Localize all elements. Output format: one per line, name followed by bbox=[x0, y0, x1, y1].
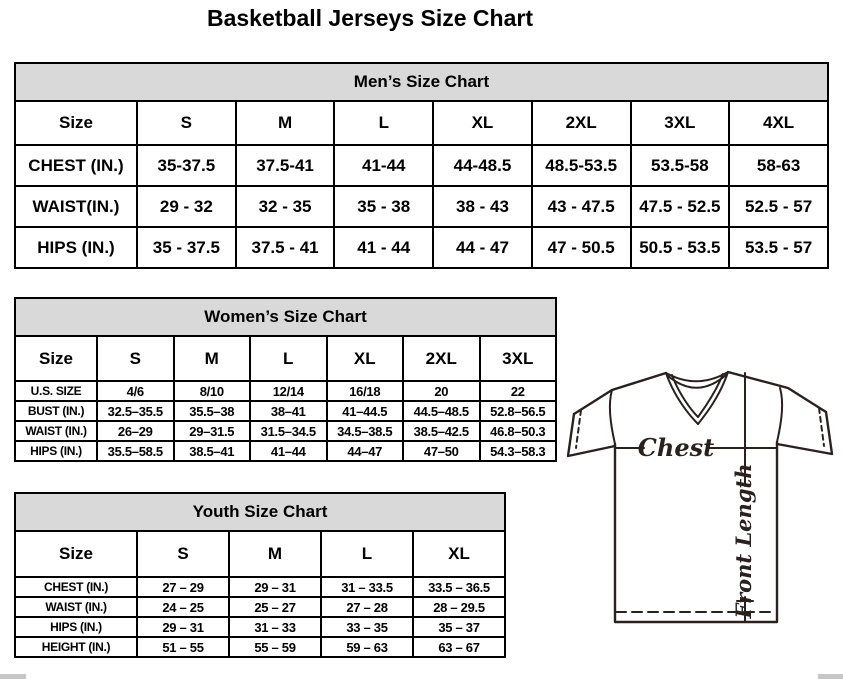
cutoff-fragment-bottom-left bbox=[0, 674, 26, 679]
youth-column-header: S bbox=[137, 531, 229, 577]
youth-value-cell: 27 – 29 bbox=[137, 577, 229, 597]
mens-column-header: S bbox=[137, 101, 236, 145]
youth-row-label: WAIST (IN.) bbox=[15, 597, 137, 617]
womens-row-label: BUST (IN.) bbox=[15, 401, 97, 421]
youth-value-cell: 35 – 37 bbox=[413, 617, 505, 637]
womens-value-cell: 54.3–58.3 bbox=[480, 441, 557, 461]
mens-value-cell: 38 - 43 bbox=[433, 186, 532, 227]
mens-row-label: WAIST(IN.) bbox=[15, 186, 137, 227]
womens-value-cell: 29–31.5 bbox=[174, 421, 251, 441]
mens-row-label: CHEST (IN.) bbox=[15, 145, 137, 186]
mens-value-cell: 52.5 - 57 bbox=[729, 186, 828, 227]
womens-column-header: XL bbox=[327, 336, 404, 381]
cutoff-fragment-bottom-right bbox=[818, 674, 843, 679]
womens-value-cell: 46.8–50.3 bbox=[480, 421, 557, 441]
womens-row-label: WAIST (IN.) bbox=[15, 421, 97, 441]
youth-size-table bbox=[14, 492, 506, 658]
youth-row-label: CHEST (IN.) bbox=[15, 577, 137, 597]
mens-value-cell: 44-48.5 bbox=[433, 145, 532, 186]
mens-value-cell: 43 - 47.5 bbox=[532, 186, 631, 227]
mens-value-cell: 48.5-53.5 bbox=[532, 145, 631, 186]
womens-value-cell: 35.5–38 bbox=[174, 401, 251, 421]
womens-value-cell: 12/14 bbox=[250, 381, 327, 401]
youth-column-header: L bbox=[321, 531, 413, 577]
youth-value-cell: 27 – 28 bbox=[321, 597, 413, 617]
womens-value-cell: 26–29 bbox=[97, 421, 174, 441]
womens-value-cell: 4/6 bbox=[97, 381, 174, 401]
womens-value-cell: 16/18 bbox=[327, 381, 404, 401]
youth-value-cell: 33 – 35 bbox=[321, 617, 413, 637]
womens-value-cell: 52.8–56.5 bbox=[480, 401, 557, 421]
youth-row-label: HEIGHT (IN.) bbox=[15, 637, 137, 657]
mens-value-cell: 44 - 47 bbox=[433, 227, 532, 268]
mens-value-cell: 29 - 32 bbox=[137, 186, 236, 227]
womens-value-cell: 8/10 bbox=[174, 381, 251, 401]
mens-value-cell: 58-63 bbox=[729, 145, 828, 186]
mens-value-cell: 41 - 44 bbox=[334, 227, 433, 268]
mens-value-cell: 37.5-41 bbox=[236, 145, 335, 186]
youth-value-cell: 31 – 33 bbox=[229, 617, 321, 637]
mens-value-cell: 47.5 - 52.5 bbox=[631, 186, 730, 227]
mens-table-title: Men’s Size Chart bbox=[15, 63, 828, 101]
mens-column-header: L bbox=[334, 101, 433, 145]
mens-value-cell: 37.5 - 41 bbox=[236, 227, 335, 268]
womens-value-cell: 32.5–35.5 bbox=[97, 401, 174, 421]
youth-value-cell: 63 – 67 bbox=[413, 637, 505, 657]
mens-column-header: 4XL bbox=[729, 101, 828, 145]
mens-value-cell: 53.5 - 57 bbox=[729, 227, 828, 268]
youth-value-cell: 29 – 31 bbox=[137, 617, 229, 637]
womens-column-header: 2XL bbox=[403, 336, 480, 381]
mens-column-header: M bbox=[236, 101, 335, 145]
mens-column-header: 3XL bbox=[631, 101, 730, 145]
womens-column-header: S bbox=[97, 336, 174, 381]
youth-value-cell: 24 – 25 bbox=[137, 597, 229, 617]
front-length-label: Front Length bbox=[731, 463, 756, 619]
youth-row-label: HIPS (IN.) bbox=[15, 617, 137, 637]
mens-value-cell: 41-44 bbox=[334, 145, 433, 186]
page-title: Basketball Jerseys Size Chart bbox=[206, 5, 533, 31]
mens-value-cell: 35-37.5 bbox=[137, 145, 236, 186]
mens-value-cell: 50.5 - 53.5 bbox=[631, 227, 730, 268]
womens-row-label: HIPS (IN.) bbox=[15, 441, 97, 461]
mens-size-table bbox=[14, 62, 829, 269]
womens-row-label: U.S. SIZE bbox=[15, 381, 97, 401]
womens-value-cell: 31.5–34.5 bbox=[250, 421, 327, 441]
womens-value-cell: 44–47 bbox=[327, 441, 404, 461]
mens-row-label: HIPS (IN.) bbox=[15, 227, 137, 268]
youth-size-header: Size bbox=[15, 531, 137, 577]
womens-column-header: 3XL bbox=[480, 336, 557, 381]
jersey-measurement-diagram bbox=[560, 364, 840, 626]
womens-value-cell: 41–44 bbox=[250, 441, 327, 461]
jersey-outline-drawing bbox=[560, 364, 840, 626]
youth-column-header: XL bbox=[413, 531, 505, 577]
womens-value-cell: 41–44.5 bbox=[327, 401, 404, 421]
mens-size-header: Size bbox=[15, 101, 137, 145]
youth-value-cell: 55 – 59 bbox=[229, 637, 321, 657]
womens-size-header: Size bbox=[15, 336, 97, 381]
youth-value-cell: 59 – 63 bbox=[321, 637, 413, 657]
mens-column-header: XL bbox=[433, 101, 532, 145]
womens-value-cell: 44.5–48.5 bbox=[403, 401, 480, 421]
womens-value-cell: 22 bbox=[480, 381, 557, 401]
youth-column-header: M bbox=[229, 531, 321, 577]
chest-label: Chest bbox=[637, 433, 715, 462]
mens-column-header: 2XL bbox=[532, 101, 631, 145]
mens-value-cell: 32 - 35 bbox=[236, 186, 335, 227]
womens-table-title: Women’s Size Chart bbox=[15, 298, 556, 336]
womens-column-header: M bbox=[174, 336, 251, 381]
womens-column-header: L bbox=[250, 336, 327, 381]
womens-value-cell: 38.5–41 bbox=[174, 441, 251, 461]
youth-value-cell: 51 – 55 bbox=[137, 637, 229, 657]
youth-table-title: Youth Size Chart bbox=[15, 493, 505, 531]
mens-value-cell: 47 - 50.5 bbox=[532, 227, 631, 268]
mens-value-cell: 53.5-58 bbox=[631, 145, 730, 186]
youth-value-cell: 33.5 – 36.5 bbox=[413, 577, 505, 597]
youth-value-cell: 29 – 31 bbox=[229, 577, 321, 597]
womens-value-cell: 34.5–38.5 bbox=[327, 421, 404, 441]
youth-value-cell: 31 – 33.5 bbox=[321, 577, 413, 597]
womens-value-cell: 38–41 bbox=[250, 401, 327, 421]
mens-value-cell: 35 - 38 bbox=[334, 186, 433, 227]
womens-value-cell: 38.5–42.5 bbox=[403, 421, 480, 441]
youth-value-cell: 25 – 27 bbox=[229, 597, 321, 617]
mens-value-cell: 35 - 37.5 bbox=[137, 227, 236, 268]
womens-value-cell: 20 bbox=[403, 381, 480, 401]
womens-value-cell: 47–50 bbox=[403, 441, 480, 461]
womens-size-table bbox=[14, 297, 557, 462]
womens-value-cell: 35.5–58.5 bbox=[97, 441, 174, 461]
youth-value-cell: 28 – 29.5 bbox=[413, 597, 505, 617]
